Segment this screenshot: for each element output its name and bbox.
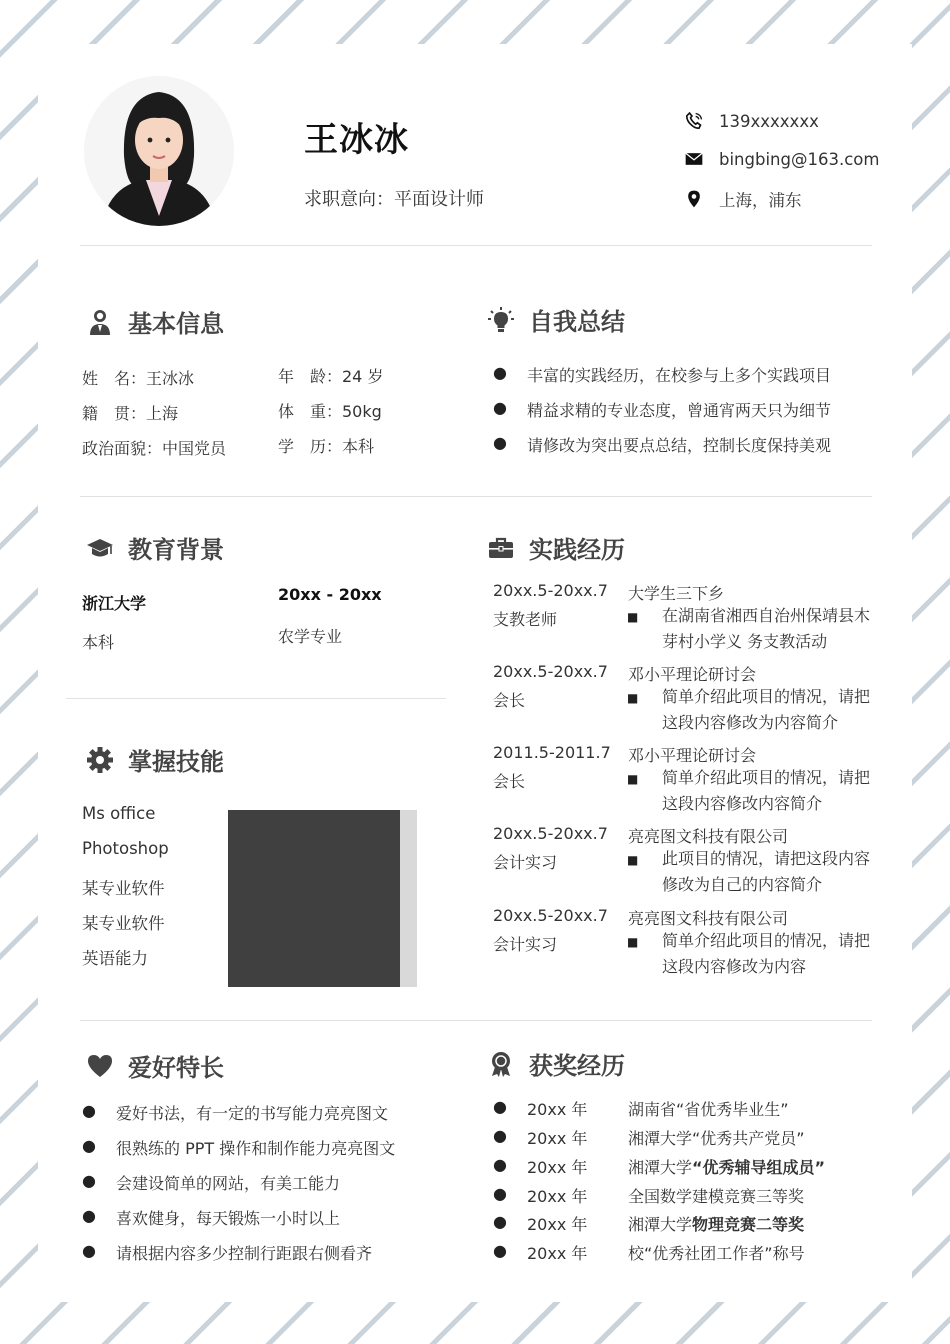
bullet: ● bbox=[82, 1171, 96, 1190]
exp-title: 亮亮图文科技有限公司 bbox=[628, 827, 789, 846]
location-text: 上海，浦东 bbox=[719, 191, 802, 210]
exp-desc: 简单介绍此项目的情况，请把这段内容修改为内容简介 bbox=[662, 687, 871, 732]
edu-period: 20xx - 20xx bbox=[278, 585, 382, 604]
contact-email bbox=[684, 149, 879, 169]
bullet: ● bbox=[493, 363, 507, 382]
contact-phone bbox=[684, 111, 819, 131]
award-text: 全国数学建模竞赛三等奖 bbox=[628, 1187, 805, 1206]
exp-title: 邓小平理论研讨会 bbox=[628, 746, 757, 765]
email-address: bingbing@163.com bbox=[719, 149, 880, 169]
bullet: ● bbox=[493, 1184, 507, 1203]
bullet: ● bbox=[493, 1241, 507, 1260]
section-title-hobbies: 爱好特长 bbox=[86, 1048, 224, 1083]
bullet: ■ bbox=[627, 691, 639, 705]
skill-label: Ms office bbox=[82, 804, 156, 823]
award-text: 湘潭大学物理竞赛二等奖 bbox=[628, 1215, 805, 1234]
hobby-item: 爱好书法，有一定的书写能力亮亮图文 bbox=[116, 1104, 389, 1123]
exp-role: 会长 bbox=[493, 691, 526, 710]
bullet: ■ bbox=[627, 610, 639, 624]
section-title-practice: 实践经历 bbox=[487, 530, 625, 565]
summary-item: 请修改为突出要点总结，控制长度保持美观 bbox=[527, 436, 832, 455]
exp-desc: 此项目的情况，请把这段内容修改为自己的内容简介 bbox=[662, 849, 871, 894]
graduation-cap-icon bbox=[86, 534, 114, 562]
bullet: ■ bbox=[627, 772, 639, 786]
section-title-awards: 获奖经历 bbox=[487, 1046, 625, 1081]
exp-title: 亮亮图文科技有限公司 bbox=[628, 909, 789, 928]
exp-date: 20xx.5-20xx.7 bbox=[493, 662, 608, 681]
section-title-skills: 掌握技能 bbox=[86, 742, 224, 777]
edu-degree: 本科 bbox=[82, 633, 115, 652]
candidate-name: 王冰冰 bbox=[304, 120, 409, 160]
divider bbox=[80, 245, 872, 246]
exp-desc: 简单介绍此项目的情况，请把这段内容修改内容简介 bbox=[662, 768, 871, 813]
heart-icon bbox=[86, 1052, 114, 1080]
exp-date: 20xx.5-20xx.7 bbox=[493, 581, 608, 600]
exp-desc: 简单介绍此项目的情况，请把这段内容修改为内容 bbox=[662, 931, 871, 976]
skill-label: 某专业软件 bbox=[82, 914, 165, 933]
award-year: 20xx 年 bbox=[527, 1215, 588, 1234]
section-title-summary: 自我总结 bbox=[487, 302, 625, 337]
bullet: ■ bbox=[627, 853, 639, 867]
bullet: ● bbox=[493, 1097, 507, 1116]
hobby-item: 请根据内容多少控制行距跟右侧看齐 bbox=[116, 1244, 373, 1263]
award-year: 20xx 年 bbox=[527, 1129, 588, 1148]
exp-role: 会计实习 bbox=[493, 853, 558, 872]
basic-name: 姓 名：王冰冰 bbox=[82, 369, 195, 388]
phone-icon bbox=[684, 111, 704, 131]
lightbulb-icon bbox=[487, 306, 515, 334]
briefcase-icon bbox=[487, 534, 515, 562]
award-text: 湘潭大学“优秀辅导组成员” bbox=[628, 1158, 826, 1177]
basic-political: 政治面貌：中国党员 bbox=[82, 439, 227, 458]
phone-number: 139xxxxxxx bbox=[719, 111, 819, 131]
avatar bbox=[84, 76, 234, 226]
bullet: ● bbox=[493, 1155, 507, 1174]
edu-major: 农学专业 bbox=[278, 627, 343, 646]
exp-date: 2011.5-2011.7 bbox=[493, 743, 611, 762]
divider bbox=[80, 1020, 872, 1021]
summary-item: 丰富的实践经历，在校参与上多个实践项目 bbox=[527, 366, 832, 385]
bullet: ● bbox=[82, 1101, 96, 1120]
exp-date: 20xx.5-20xx.7 bbox=[493, 906, 608, 925]
bullet: ● bbox=[82, 1136, 96, 1155]
bullet: ● bbox=[82, 1206, 96, 1225]
contact-location bbox=[684, 187, 802, 211]
basic-age: 年 龄：24 岁 bbox=[278, 367, 384, 386]
skill-label: 英语能力 bbox=[82, 949, 148, 968]
exp-role: 会长 bbox=[493, 772, 526, 791]
bullet: ■ bbox=[627, 935, 639, 949]
location-pin-icon bbox=[684, 189, 704, 209]
basic-hometown: 籍 贯：上海 bbox=[82, 404, 179, 423]
bullet: ● bbox=[493, 398, 507, 417]
divider bbox=[66, 698, 446, 699]
basic-weight: 体 重：50kg bbox=[278, 402, 382, 421]
award-text: 湘潭大学“优秀共产党员” bbox=[628, 1129, 805, 1148]
bullet: ● bbox=[493, 433, 507, 452]
divider bbox=[80, 496, 872, 497]
summary-item: 精益求精的专业态度，曾通宵两天只为细节 bbox=[527, 401, 832, 420]
person-icon bbox=[86, 308, 114, 336]
basic-education: 学 历：本科 bbox=[278, 437, 375, 456]
award-year: 20xx 年 bbox=[527, 1187, 588, 1206]
exp-role: 支教老师 bbox=[493, 610, 558, 629]
bullet: ● bbox=[493, 1126, 507, 1145]
section-title-basic: 基本信息 bbox=[86, 304, 224, 339]
award-year: 20xx 年 bbox=[527, 1158, 588, 1177]
award-text: 湖南省“省优秀毕业生” bbox=[628, 1100, 789, 1119]
section-title-education: 教育背景 bbox=[86, 530, 224, 565]
hobby-item: 喜欢健身，每天锻炼一小时以上 bbox=[116, 1209, 341, 1228]
exp-role: 会计实习 bbox=[493, 935, 558, 954]
award-medal-icon bbox=[487, 1050, 515, 1078]
bullet: ● bbox=[493, 1212, 507, 1231]
bullet: ● bbox=[82, 1241, 96, 1260]
exp-title: 大学生三下乡 bbox=[628, 584, 725, 603]
exp-desc: 在湖南省湘西自治州保靖县木芽村小学义 务支教活动 bbox=[662, 606, 871, 651]
award-text: 校“优秀社团工作者”称号 bbox=[628, 1244, 805, 1263]
hobby-item: 很熟练的 PPT 操作和制作能力亮亮图文 bbox=[116, 1139, 396, 1158]
skill-label: Photoshop bbox=[82, 839, 169, 858]
award-year: 20xx 年 bbox=[527, 1244, 588, 1263]
gear-icon bbox=[86, 746, 114, 774]
skill-label: 某专业软件 bbox=[82, 879, 165, 898]
job-intent: 求职意向：平面设计师 bbox=[304, 189, 484, 210]
award-year: 20xx 年 bbox=[527, 1100, 588, 1119]
exp-title: 邓小平理论研讨会 bbox=[628, 665, 757, 684]
skill-chart-fill bbox=[228, 810, 400, 987]
exp-date: 20xx.5-20xx.7 bbox=[493, 824, 608, 843]
mail-icon bbox=[684, 149, 704, 169]
edu-school: 浙江大学 bbox=[82, 594, 147, 613]
hobby-item: 会建设简单的网站，有美工能力 bbox=[116, 1174, 341, 1193]
avatar-portrait bbox=[84, 76, 234, 226]
